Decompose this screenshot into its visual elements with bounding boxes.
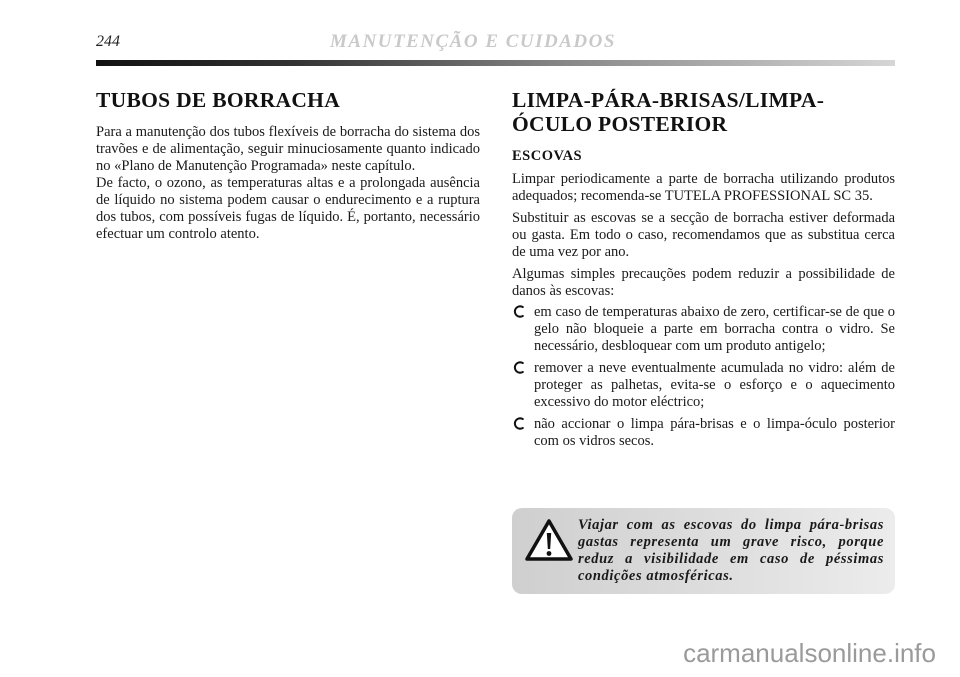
list-item-text: não accionar o limpa pára-brisas e o limpa-óculo posterior com os vidros secos.	[534, 416, 895, 449]
list-item	[512, 360, 895, 411]
running-header-title: MANUTENÇÃO E CUIDADOS	[330, 31, 616, 52]
list-item-text: em caso de temperaturas abaixo de zero, certificar-se de que o gelo não bloqueie a parte em borracha contra o vidro. Se necessário, desbloquear com um produto antigelo;	[534, 304, 895, 354]
warning-text: Viajar com as escovas do limpa pára-brisas gastas representa um grave risco, porque reduz a visibilidade em caso de péssimas condições atmosféricas.	[578, 517, 884, 584]
list-item-text: remover a neve eventualmente acumulada no vidro: além de proteger as palhetas, evita-se o esforço e o aquecimento excessivo do motor eléctrico;	[534, 360, 895, 410]
subsection-title-blades: ESCOVAS	[512, 148, 583, 164]
paragraph: De facto, o ozono, as temperaturas altas e a prolongada ausência de líquido no sistema podem causar o endurecimento e a ruptura dos tubos, com possíveis fugas de líquido. É, portanto, necessário efectuar um controlo atento.	[96, 175, 480, 242]
paragraph: Limpar periodicamente a parte de borracha utilizando produtos adequados; recomenda-se TUTELA PROFESSIONAL SC 35.	[512, 171, 895, 204]
section-title-wipers: LIMPA-PÁRA-BRISAS/LIMPA-ÓCULO POSTERIOR	[512, 88, 825, 136]
list-item	[512, 416, 895, 450]
page-number: 244	[96, 33, 120, 50]
bullet-icon	[512, 360, 526, 374]
right-column	[512, 88, 895, 455]
paragraph: Algumas simples precauções podem reduzir a possibilidade de danos às escovas:	[512, 266, 895, 299]
paragraph: Substituir as escovas se a secção de borracha estiver deformada ou gasta. Em todo o caso, recomendamos que as substitua cerca de uma vez por ano.	[512, 210, 895, 260]
bullet-icon	[512, 304, 526, 318]
bullet-icon	[512, 416, 526, 430]
list-item	[512, 304, 895, 355]
left-column	[96, 88, 480, 243]
warning-box	[512, 508, 895, 594]
precautions-list	[512, 304, 895, 450]
watermark: carmanualsonline.info	[683, 638, 936, 668]
paragraph: Para a manutenção dos tubos flexíveis de borracha do sistema dos travões e de alimentação, seguir minuciosamente quanto indicado no «Plano de Manutenção Programada» neste capítulo.	[96, 124, 480, 174]
header-rule	[96, 60, 895, 66]
section-title-rubber-hoses: TUBOS DE BORRACHA	[96, 88, 341, 112]
